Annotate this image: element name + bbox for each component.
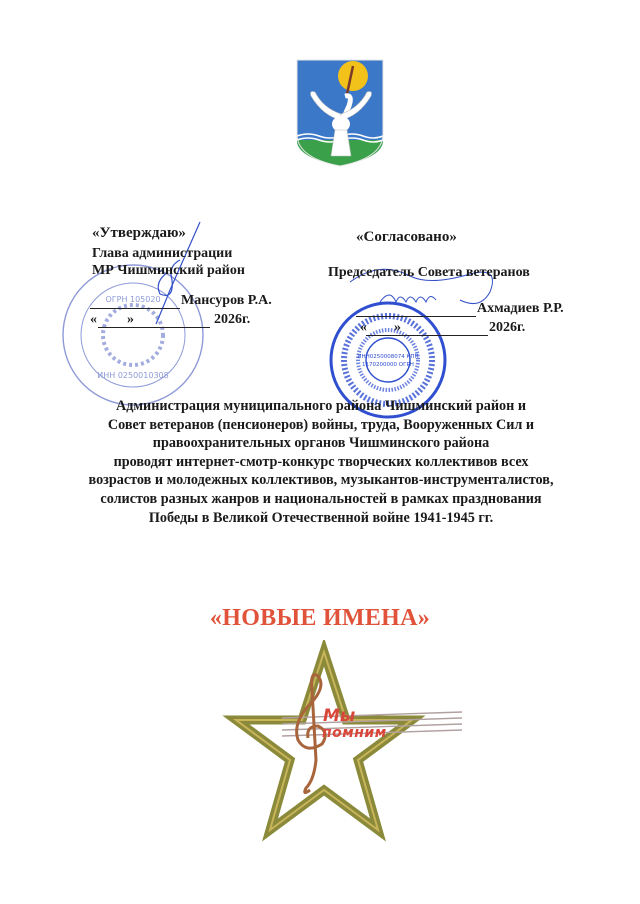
agreement-year: 2026г.	[489, 320, 526, 335]
approval-signature-line	[90, 308, 180, 309]
body-line: возрастов и молодежных коллективов, музыкантов-инструменталистов,	[88, 472, 554, 489]
approval-date-line	[98, 327, 210, 328]
approval-signatory: Мансуров Р.А.	[181, 293, 272, 308]
contest-title: «НОВЫЕ ИМЕНА»	[209, 605, 431, 631]
approval-role-line1: Глава администрации	[92, 246, 233, 261]
coat-of-arms	[293, 56, 387, 168]
svg-text:1170200000 ОГРН: 1170200000 ОГРН	[362, 362, 414, 368]
body-line: солистов разных жанров и национальностей в рамках празднования	[100, 490, 542, 507]
agreement-date-line	[366, 335, 488, 336]
svg-text:ИНН 0250010308: ИНН 0250010308	[97, 371, 169, 380]
approval-date-close-quote: »	[127, 312, 134, 327]
agreement-title: «Согласовано»	[356, 229, 457, 245]
body-line: Победы в Великой Отечественной войне 1941-1945 гг.	[148, 509, 494, 526]
body-line: Совет ветеранов (пенсионеров) войны, труда, Вооруженных Сил и	[107, 416, 535, 433]
approval-title: «Утверждаю»	[92, 225, 186, 241]
announcement-text	[40, 397, 602, 527]
agreement-date-open-quote: «	[360, 320, 367, 335]
agreement-role: Председатель Совета ветеранов	[328, 265, 530, 280]
contest-emblem	[222, 640, 462, 860]
approval-year: 2026г.	[214, 312, 251, 327]
agreement-signatory: Ахмадиев Р.Р.	[477, 301, 564, 316]
body-line: правоохранительных органов Чишминского района	[152, 435, 490, 452]
svg-text:ИНН0250008074 КПП: ИНН0250008074 КПП	[357, 354, 419, 360]
svg-text:ОГРН 105020: ОГРН 105020	[105, 295, 161, 304]
star-treble-clef-icon	[222, 640, 462, 860]
approval-date-open-quote: «	[90, 312, 97, 327]
body-line: проводят интернет-смотр-конкурс творческих коллективов всех	[113, 453, 529, 470]
body-line: Администрация муниципального района Чишминский район и	[115, 398, 527, 414]
agreement-date-close-quote: »	[394, 320, 401, 335]
agreement-signature-line	[356, 316, 476, 317]
approval-role-line2: МР Чишминский район	[92, 263, 245, 278]
swan-coat-of-arms-icon	[293, 56, 387, 168]
emblem-caption-line1: Мы	[323, 706, 356, 726]
emblem-caption-line2: помним	[322, 725, 387, 741]
